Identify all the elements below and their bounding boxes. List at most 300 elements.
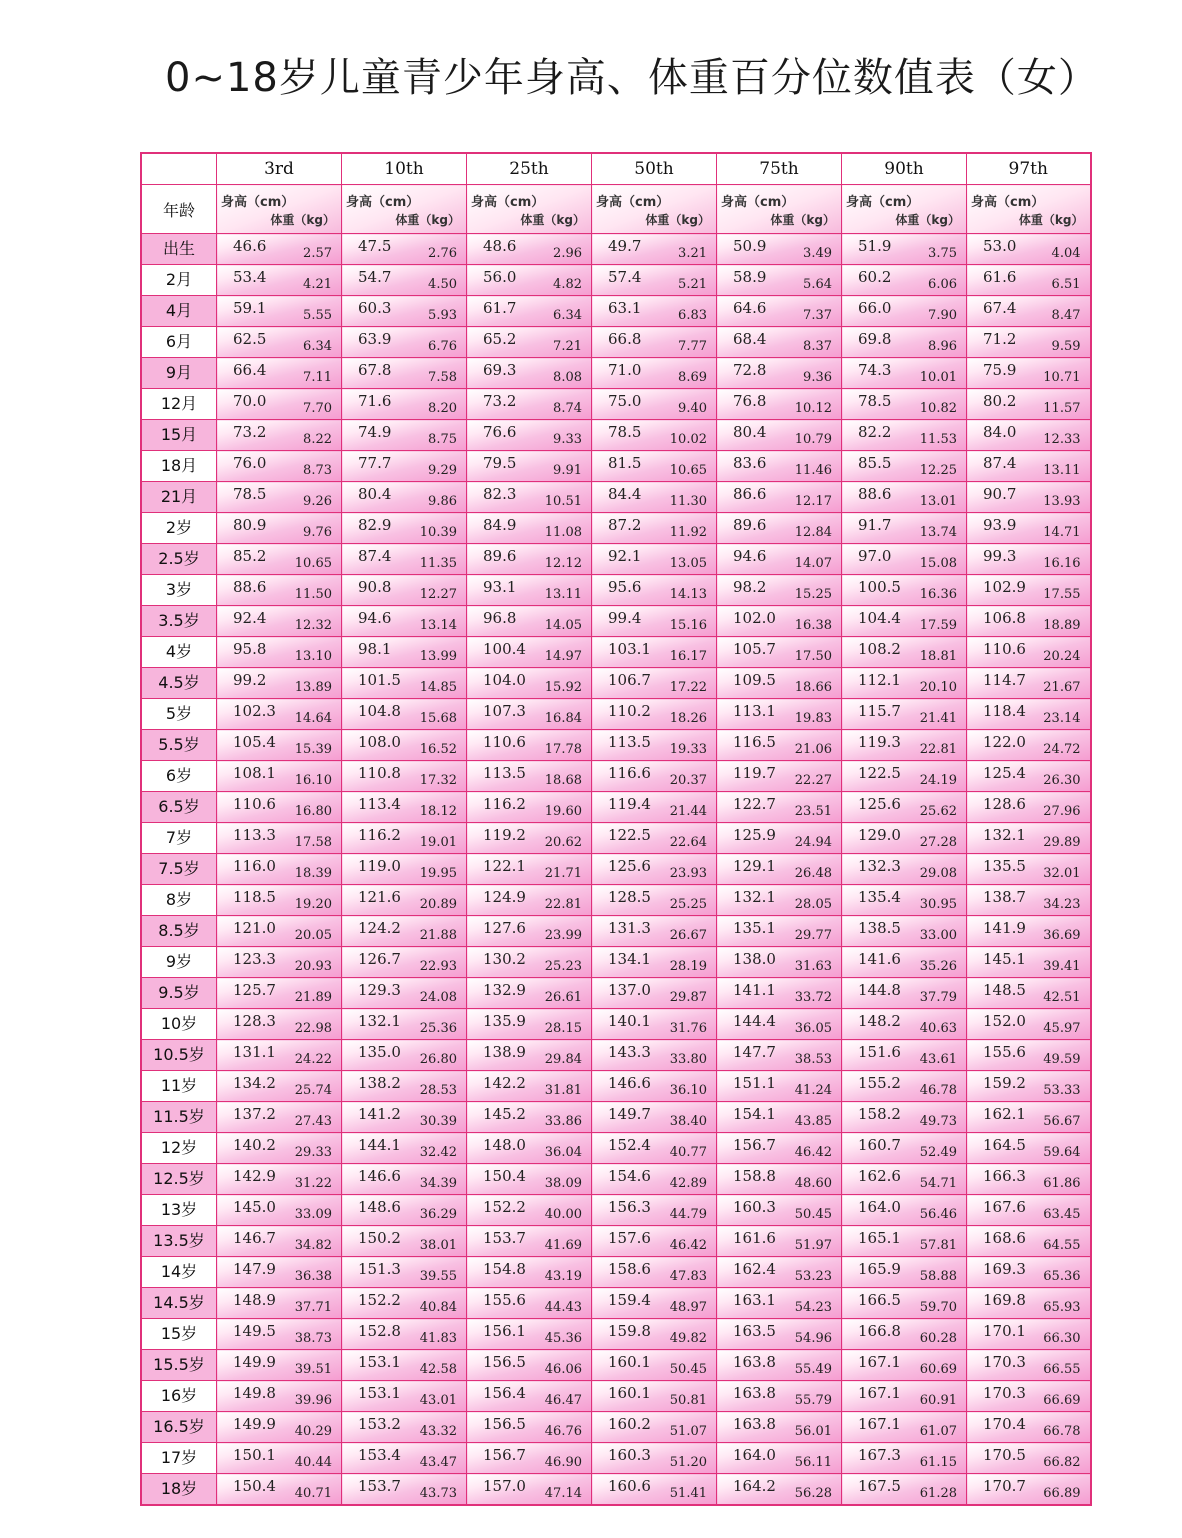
height-value: 113.4 xyxy=(358,795,401,813)
height-value: 155.2 xyxy=(858,1074,901,1092)
height-value: 102.9 xyxy=(983,578,1026,596)
table-row xyxy=(141,451,1091,482)
height-value: 165.9 xyxy=(858,1260,901,1278)
weight-value: 13.99 xyxy=(419,649,457,664)
percentile-cell xyxy=(842,1226,967,1257)
height-value: 160.2 xyxy=(608,1415,651,1433)
percentile-cell xyxy=(217,1226,342,1257)
percentile-cell xyxy=(592,885,717,916)
percentile-cell xyxy=(467,761,592,792)
percentile-cell xyxy=(842,358,967,389)
height-value: 119.0 xyxy=(358,857,401,875)
weight-value: 58.88 xyxy=(919,1269,957,1284)
percentile-cell xyxy=(842,451,967,482)
weight-value: 19.83 xyxy=(794,711,832,726)
percentile-cell xyxy=(842,513,967,544)
percentile-cell xyxy=(342,327,467,358)
age-cell: 6.5岁 xyxy=(141,792,217,823)
table-row xyxy=(141,420,1091,451)
weight-value: 16.17 xyxy=(669,649,707,664)
age-cell: 4岁 xyxy=(141,637,217,668)
height-value: 67.4 xyxy=(983,299,1017,317)
weight-value: 11.35 xyxy=(419,556,457,571)
height-value: 85.2 xyxy=(233,547,267,565)
percentile-cell xyxy=(967,1443,1091,1474)
percentile-cell xyxy=(717,451,842,482)
height-value: 93.1 xyxy=(483,578,517,596)
percentile-cell xyxy=(967,1226,1091,1257)
percentile-cell xyxy=(467,482,592,513)
percentile-cell xyxy=(967,1412,1091,1443)
percentile-cell xyxy=(217,885,342,916)
percentile-cell xyxy=(967,730,1091,761)
height-value: 151.1 xyxy=(733,1074,776,1092)
weight-value: 11.08 xyxy=(544,525,582,540)
height-value: 160.7 xyxy=(858,1136,901,1154)
unit-header-cell xyxy=(592,185,717,234)
percentile-cell xyxy=(967,978,1091,1009)
height-value: 156.5 xyxy=(483,1415,526,1433)
weight-value: 3.75 xyxy=(928,246,957,261)
table-row xyxy=(141,1040,1091,1071)
weight-value: 12.27 xyxy=(419,587,457,602)
percentile-cell xyxy=(217,513,342,544)
percentile-cell xyxy=(592,1257,717,1288)
percentile-cell xyxy=(592,668,717,699)
height-value: 110.8 xyxy=(358,764,401,782)
height-value: 145.2 xyxy=(483,1105,526,1123)
weight-value: 24.72 xyxy=(1043,742,1081,757)
age-cell: 12.5岁 xyxy=(141,1164,217,1195)
percentile-cell xyxy=(342,1474,467,1506)
percentile-cell xyxy=(592,1474,717,1506)
table-row xyxy=(141,1226,1091,1257)
height-value: 58.9 xyxy=(733,268,767,286)
height-value: 148.2 xyxy=(858,1012,901,1030)
percentile-cell xyxy=(467,1474,592,1506)
percentile-cell xyxy=(342,1288,467,1319)
percentile-cell xyxy=(467,792,592,823)
percentile-cell xyxy=(842,978,967,1009)
percentile-cell xyxy=(467,234,592,265)
weight-value: 52.49 xyxy=(919,1145,957,1160)
weight-value: 66.30 xyxy=(1043,1331,1081,1346)
percentile-cell xyxy=(592,978,717,1009)
unit-header-cell xyxy=(717,185,842,234)
weight-value: 40.77 xyxy=(669,1145,707,1160)
height-value: 78.5 xyxy=(233,485,267,503)
height-value: 87.4 xyxy=(358,547,392,565)
height-value: 104.8 xyxy=(358,702,401,720)
height-value: 76.6 xyxy=(483,423,517,441)
weight-value: 43.19 xyxy=(544,1269,582,1284)
percentile-cell xyxy=(842,1474,967,1506)
percentile-cell xyxy=(842,482,967,513)
weight-value: 26.67 xyxy=(669,928,707,943)
weight-value: 22.93 xyxy=(419,959,457,974)
percentile-cell xyxy=(967,1009,1091,1040)
weight-value: 3.49 xyxy=(803,246,832,261)
height-value: 137.0 xyxy=(608,981,651,999)
height-value: 116.2 xyxy=(358,826,401,844)
percentile-cell xyxy=(342,1257,467,1288)
age-cell: 17岁 xyxy=(141,1443,217,1474)
percentile-cell xyxy=(842,947,967,978)
age-cell: 5岁 xyxy=(141,699,217,730)
height-value: 80.4 xyxy=(358,485,392,503)
percentile-cell xyxy=(342,1443,467,1474)
height-value: 119.2 xyxy=(483,826,526,844)
height-value: 103.1 xyxy=(608,640,651,658)
weight-value: 14.85 xyxy=(419,680,457,695)
percentile-cell xyxy=(217,1288,342,1319)
percentile-cell xyxy=(342,1226,467,1257)
height-value: 161.6 xyxy=(733,1229,776,1247)
weight-value: 18.89 xyxy=(1043,618,1081,633)
height-value: 131.1 xyxy=(233,1043,276,1061)
age-cell: 9.5岁 xyxy=(141,978,217,1009)
percentile-cell xyxy=(342,544,467,575)
height-value: 86.6 xyxy=(733,485,767,503)
weight-value: 40.29 xyxy=(294,1424,332,1439)
height-value: 75.9 xyxy=(983,361,1017,379)
weight-value: 37.71 xyxy=(294,1300,332,1315)
height-value: 148.9 xyxy=(233,1291,276,1309)
weight-value: 4.04 xyxy=(1051,246,1081,261)
table-row xyxy=(141,823,1091,854)
weight-value: 9.76 xyxy=(303,525,332,540)
height-value: 105.7 xyxy=(733,640,776,658)
percentile-cell xyxy=(217,823,342,854)
height-value: 148.0 xyxy=(483,1136,526,1154)
percentile-cell xyxy=(217,854,342,885)
weight-value: 11.57 xyxy=(1043,401,1081,416)
percentile-cell xyxy=(342,1350,467,1381)
weight-value: 18.12 xyxy=(419,804,457,819)
weight-value: 10.39 xyxy=(419,525,457,540)
percentile-cell xyxy=(842,1009,967,1040)
weight-unit-label: 体重（kg） xyxy=(270,213,335,227)
percentile-cell xyxy=(217,1443,342,1474)
percentile-cell xyxy=(467,823,592,854)
height-unit-label: 身高（cm） xyxy=(846,195,920,210)
percentile-cell xyxy=(217,1474,342,1506)
weight-value: 17.50 xyxy=(794,649,832,664)
age-column-header: 年龄 xyxy=(141,185,217,234)
age-cell: 4.5岁 xyxy=(141,668,217,699)
percentile-cell xyxy=(467,1133,592,1164)
age-cell: 3.5岁 xyxy=(141,606,217,637)
percentile-cell xyxy=(592,699,717,730)
percentile-cell xyxy=(342,668,467,699)
table-row xyxy=(141,544,1091,575)
weight-value: 14.71 xyxy=(1043,525,1081,540)
age-cell: 9岁 xyxy=(141,947,217,978)
height-value: 60.3 xyxy=(358,299,392,317)
percentile-cell xyxy=(342,451,467,482)
weight-value: 9.86 xyxy=(428,494,457,509)
height-value: 84.0 xyxy=(983,423,1017,441)
percentile-cell xyxy=(342,1195,467,1226)
height-value: 125.9 xyxy=(733,826,776,844)
weight-value: 32.42 xyxy=(419,1145,457,1160)
percentile-cell xyxy=(467,1040,592,1071)
weight-value: 46.06 xyxy=(544,1362,582,1377)
weight-value: 6.06 xyxy=(928,277,957,292)
height-value: 113.5 xyxy=(483,764,526,782)
weight-value: 10.82 xyxy=(919,401,957,416)
weight-value: 21.67 xyxy=(1043,680,1081,695)
weight-value: 20.37 xyxy=(669,773,707,788)
percentile-cell xyxy=(592,1071,717,1102)
height-value: 101.5 xyxy=(358,671,401,689)
table-body xyxy=(141,234,1091,1506)
weight-value: 13.10 xyxy=(294,649,332,664)
weight-value: 4.50 xyxy=(428,277,457,292)
percentile-cell xyxy=(717,575,842,606)
weight-value: 9.36 xyxy=(803,370,832,385)
percentile-cell xyxy=(217,575,342,606)
height-value: 125.4 xyxy=(983,764,1026,782)
height-value: 170.7 xyxy=(983,1477,1026,1495)
weight-value: 56.67 xyxy=(1043,1114,1081,1129)
height-value: 87.2 xyxy=(608,516,642,534)
percentile-cell xyxy=(342,265,467,296)
weight-value: 6.34 xyxy=(553,308,582,323)
weight-value: 28.53 xyxy=(419,1083,457,1098)
percentile-cell xyxy=(842,699,967,730)
weight-value: 25.74 xyxy=(294,1083,332,1098)
height-value: 53.4 xyxy=(233,268,267,286)
height-value: 105.4 xyxy=(233,733,276,751)
height-value: 82.2 xyxy=(858,423,892,441)
percentile-cell xyxy=(342,637,467,668)
weight-value: 17.22 xyxy=(669,680,707,695)
height-value: 76.0 xyxy=(233,454,267,472)
height-value: 129.1 xyxy=(733,857,776,875)
percentile-cell xyxy=(717,1071,842,1102)
height-value: 73.2 xyxy=(483,392,517,410)
height-value: 122.5 xyxy=(608,826,651,844)
percentile-cell xyxy=(217,296,342,327)
weight-value: 13.11 xyxy=(544,587,582,602)
age-cell: 14岁 xyxy=(141,1257,217,1288)
height-value: 170.3 xyxy=(983,1353,1026,1371)
age-cell: 6岁 xyxy=(141,761,217,792)
percentile-cell xyxy=(967,1474,1091,1506)
weight-value: 51.07 xyxy=(669,1424,707,1439)
weight-value: 12.17 xyxy=(794,494,832,509)
height-value: 154.1 xyxy=(733,1105,776,1123)
weight-value: 56.46 xyxy=(919,1207,957,1222)
weight-value: 20.24 xyxy=(1043,649,1081,664)
weight-value: 7.77 xyxy=(678,339,707,354)
height-value: 149.9 xyxy=(233,1415,276,1433)
weight-value: 22.98 xyxy=(294,1021,332,1036)
percentile-cell xyxy=(717,544,842,575)
percentile-cell xyxy=(467,1257,592,1288)
weight-value: 10.65 xyxy=(669,463,707,478)
weight-value: 13.74 xyxy=(919,525,957,540)
weight-value: 8.47 xyxy=(1051,308,1081,323)
weight-unit-label: 体重（kg） xyxy=(1018,213,1084,227)
percentile-cell xyxy=(342,606,467,637)
weight-value: 29.87 xyxy=(669,990,707,1005)
age-cell: 11.5岁 xyxy=(141,1102,217,1133)
weight-value: 29.33 xyxy=(294,1145,332,1160)
weight-value: 8.73 xyxy=(303,463,332,478)
weight-value: 4.21 xyxy=(303,277,332,292)
weight-value: 15.08 xyxy=(919,556,957,571)
height-value: 144.4 xyxy=(733,1012,776,1030)
table-row xyxy=(141,1381,1091,1412)
height-value: 59.1 xyxy=(233,299,267,317)
height-value: 128.3 xyxy=(233,1012,276,1030)
height-value: 122.7 xyxy=(733,795,776,813)
height-value: 144.1 xyxy=(358,1136,401,1154)
height-value: 160.6 xyxy=(608,1477,651,1495)
percentile-cell xyxy=(842,389,967,420)
weight-value: 22.27 xyxy=(794,773,832,788)
height-value: 167.5 xyxy=(858,1477,901,1495)
weight-value: 46.47 xyxy=(544,1393,582,1408)
percentile-cell xyxy=(717,606,842,637)
height-value: 82.3 xyxy=(483,485,517,503)
percentile-cell xyxy=(342,1381,467,1412)
height-value: 49.7 xyxy=(608,237,642,255)
height-value: 97.0 xyxy=(858,547,892,565)
height-value: 116.0 xyxy=(233,857,276,875)
height-value: 128.6 xyxy=(983,795,1026,813)
weight-value: 41.24 xyxy=(794,1083,832,1098)
height-value: 61.6 xyxy=(983,268,1017,286)
height-value: 113.1 xyxy=(733,702,776,720)
weight-unit-label: 体重（kg） xyxy=(520,213,585,227)
percentile-cell xyxy=(842,1133,967,1164)
percentile-cell xyxy=(592,1195,717,1226)
height-unit-label: 身高（cm） xyxy=(471,195,545,210)
weight-value: 9.29 xyxy=(428,463,457,478)
weight-value: 55.79 xyxy=(794,1393,832,1408)
weight-value: 55.49 xyxy=(794,1362,832,1377)
weight-value: 22.81 xyxy=(544,897,582,912)
weight-value: 51.20 xyxy=(669,1455,707,1470)
height-value: 135.1 xyxy=(733,919,776,937)
percentile-cell xyxy=(842,730,967,761)
height-value: 51.9 xyxy=(858,237,892,255)
percentile-cell xyxy=(217,606,342,637)
weight-value: 61.07 xyxy=(919,1424,957,1439)
height-value: 99.4 xyxy=(608,609,642,627)
weight-value: 4.82 xyxy=(553,277,582,292)
height-value: 168.6 xyxy=(983,1229,1026,1247)
height-value: 170.4 xyxy=(983,1415,1026,1433)
percentile-cell xyxy=(842,1288,967,1319)
percentile-cell xyxy=(467,854,592,885)
percentile-cell xyxy=(967,482,1091,513)
height-value: 119.4 xyxy=(608,795,651,813)
height-value: 165.1 xyxy=(858,1229,901,1247)
percentile-cell xyxy=(342,575,467,606)
height-value: 112.1 xyxy=(858,671,901,689)
percentile-cell xyxy=(592,1164,717,1195)
percentile-cell xyxy=(842,637,967,668)
height-value: 135.0 xyxy=(358,1043,401,1061)
height-value: 113.3 xyxy=(233,826,276,844)
height-value: 47.5 xyxy=(358,237,392,255)
weight-value: 24.94 xyxy=(794,835,832,850)
height-value: 158.8 xyxy=(733,1167,776,1185)
weight-value: 8.74 xyxy=(553,401,582,416)
percentile-cell xyxy=(592,389,717,420)
percentile-cell xyxy=(967,792,1091,823)
percentile-cell xyxy=(217,1195,342,1226)
weight-value: 14.05 xyxy=(544,618,582,633)
age-cell: 7岁 xyxy=(141,823,217,854)
weight-value: 13.05 xyxy=(669,556,707,571)
weight-value: 2.96 xyxy=(553,246,582,261)
weight-value: 11.50 xyxy=(294,587,332,602)
weight-value: 49.59 xyxy=(1043,1052,1081,1067)
weight-value: 36.38 xyxy=(294,1269,332,1284)
weight-value: 46.42 xyxy=(669,1238,707,1253)
percentile-cell xyxy=(967,1350,1091,1381)
percentile-cell xyxy=(717,1133,842,1164)
age-cell: 2岁 xyxy=(141,513,217,544)
percentile-header: 10th xyxy=(342,153,467,185)
weight-value: 10.12 xyxy=(794,401,832,416)
height-value: 128.5 xyxy=(608,888,651,906)
height-value: 160.1 xyxy=(608,1384,651,1402)
age-cell: 9月 xyxy=(141,358,217,389)
height-value: 152.2 xyxy=(483,1198,526,1216)
percentile-cell xyxy=(967,1133,1091,1164)
height-value: 135.9 xyxy=(483,1012,526,1030)
height-value: 142.2 xyxy=(483,1074,526,1092)
percentile-cell xyxy=(342,482,467,513)
percentile-cell xyxy=(717,296,842,327)
age-cell: 16岁 xyxy=(141,1381,217,1412)
weight-value: 10.71 xyxy=(1043,370,1081,385)
weight-value: 56.28 xyxy=(794,1486,832,1501)
percentile-cell xyxy=(967,761,1091,792)
weight-value: 25.62 xyxy=(919,804,957,819)
percentile-cell xyxy=(592,327,717,358)
age-cell: 2月 xyxy=(141,265,217,296)
height-value: 116.5 xyxy=(733,733,776,751)
unit-header-row xyxy=(141,185,1091,234)
height-value: 169.3 xyxy=(983,1260,1026,1278)
height-value: 152.0 xyxy=(983,1012,1026,1030)
table-row xyxy=(141,792,1091,823)
percentile-cell xyxy=(217,1040,342,1071)
percentile-header: 3rd xyxy=(217,153,342,185)
weight-value: 31.63 xyxy=(794,959,832,974)
height-value: 67.8 xyxy=(358,361,392,379)
weight-value: 41.69 xyxy=(544,1238,582,1253)
height-value: 153.7 xyxy=(358,1477,401,1495)
table-row xyxy=(141,1009,1091,1040)
weight-value: 45.97 xyxy=(1043,1021,1081,1036)
weight-value: 18.81 xyxy=(919,649,957,664)
height-value: 154.6 xyxy=(608,1167,651,1185)
weight-value: 19.60 xyxy=(544,804,582,819)
height-value: 74.9 xyxy=(358,423,392,441)
weight-value: 44.79 xyxy=(669,1207,707,1222)
weight-value: 23.51 xyxy=(794,804,832,819)
weight-value: 18.68 xyxy=(544,773,582,788)
weight-value: 50.45 xyxy=(794,1207,832,1222)
